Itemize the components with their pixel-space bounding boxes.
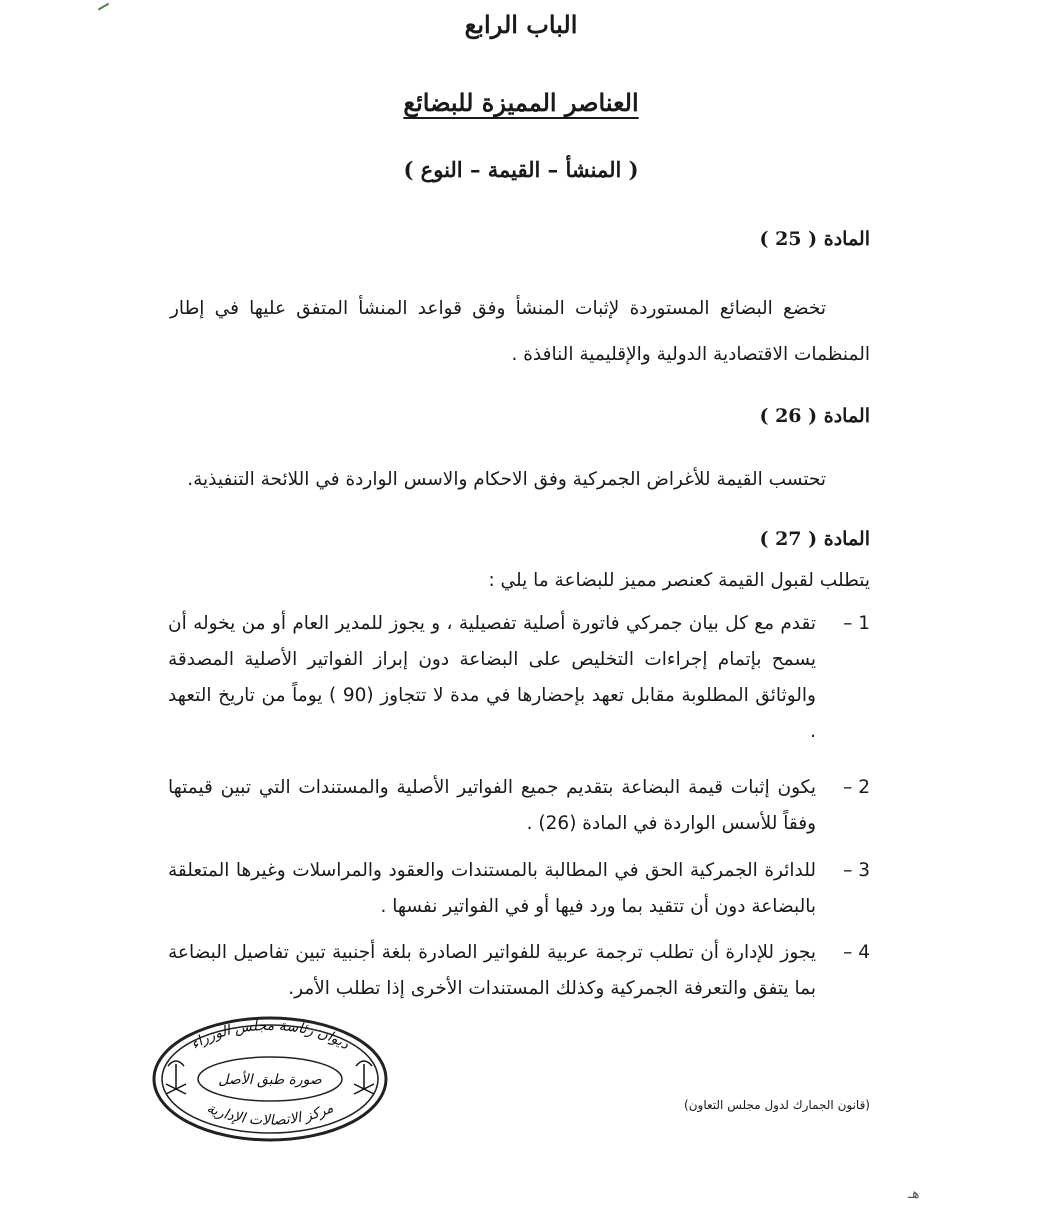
article-27-intro: يتطلب لقبول القيمة كعنصر مميز للبضاعة ما يلي : bbox=[488, 570, 870, 591]
stamp-top-text: ديوان رئاسة مجلس الوزراء bbox=[188, 1017, 352, 1053]
list-item-text: تقدم مع كل بيان جمركي فاتورة أصلية تفصيلية ، و يجوز للمدير العام أو من يخوله أن يسمح بإتمام إجراءات التخليص على البضاعة دون إبراز الفواتير الأصلية المصدقة والوثائق المطلوبة مقابل تعهد بإحضارها في مدة لا تتجاوز (90 ) يوماً من تاريخ التعهد . bbox=[168, 613, 816, 742]
list-item-text: يجوز للإدارة أن تطلب ترجمة عربية للفواتير الصادرة بلغة أجنبية تبين تفاصيل البضاعة بما يتفق والتعرفة الجمركية وكذلك المستندات الأخرى إذا تطلب الأمر. bbox=[168, 942, 816, 999]
list-item bbox=[168, 770, 870, 842]
list-item bbox=[168, 606, 870, 750]
palm-emblem-icon bbox=[166, 1061, 186, 1094]
list-item-number: 4 – bbox=[843, 942, 870, 963]
list-item bbox=[168, 935, 870, 1007]
corner-tick-mark bbox=[95, 0, 109, 10]
list-item-text: يكون إثبات قيمة البضاعة بتقديم جميع الفواتير الأصلية والمستندات التي تبين قيمتها وفقاً للأسس الواردة في المادة (26) . bbox=[168, 777, 816, 834]
article-25-heading: المادة ( 25 ) bbox=[759, 228, 870, 250]
article-26-text: تحتسب القيمة للأغراض الجمركية وفق الاحكام والاسس الواردة في اللائحة التنفيذية. bbox=[187, 469, 826, 490]
section-subtitle: ( المنشأ – القيمة – النوع ) bbox=[403, 157, 639, 182]
page-mark: هـ bbox=[908, 1186, 920, 1202]
article-27-heading: المادة ( 27 ) bbox=[759, 528, 870, 550]
svg-text:مركز الاتصالات الإدارية bbox=[204, 1100, 336, 1129]
official-stamp bbox=[150, 1014, 390, 1144]
list-item-number: 2 – bbox=[843, 777, 870, 798]
stamp-middle-text: صورة طبق الأصل bbox=[218, 1072, 322, 1088]
section-title: العناصر المميزة للبضائع bbox=[403, 88, 639, 117]
article-26-heading: المادة ( 26 ) bbox=[759, 405, 870, 427]
list-item bbox=[168, 853, 870, 925]
list-item-text: للدائرة الجمركية الحق في المطالبة بالمستندات والعقود والمراسلات وغيرها المتعلقة بالبضاعة دون أن تتقيد بما ورد فيها أو في الفواتير نفسها . bbox=[168, 860, 816, 917]
svg-text:ديوان رئاسة مجلس الوزراء bbox=[188, 1018, 353, 1053]
palm-emblem-icon bbox=[354, 1061, 374, 1094]
article-25-text: تخضع البضائع المستوردة لإثبات المنشأ وفق قواعد المنشأ المتفق عليها في إطار المنظمات الاقتصادية الدولية والإقليمية النافذة . bbox=[170, 298, 870, 365]
list-item-number: 1 – bbox=[843, 613, 870, 634]
list-item-number: 3 – bbox=[843, 860, 870, 881]
footnote-source: (قانون الجمارك لدول مجلس التعاون) bbox=[684, 1098, 870, 1112]
stamp-bottom-text: مركز الاتصالات الإدارية bbox=[204, 1100, 336, 1129]
chapter-title: الباب الرابع bbox=[464, 10, 578, 39]
